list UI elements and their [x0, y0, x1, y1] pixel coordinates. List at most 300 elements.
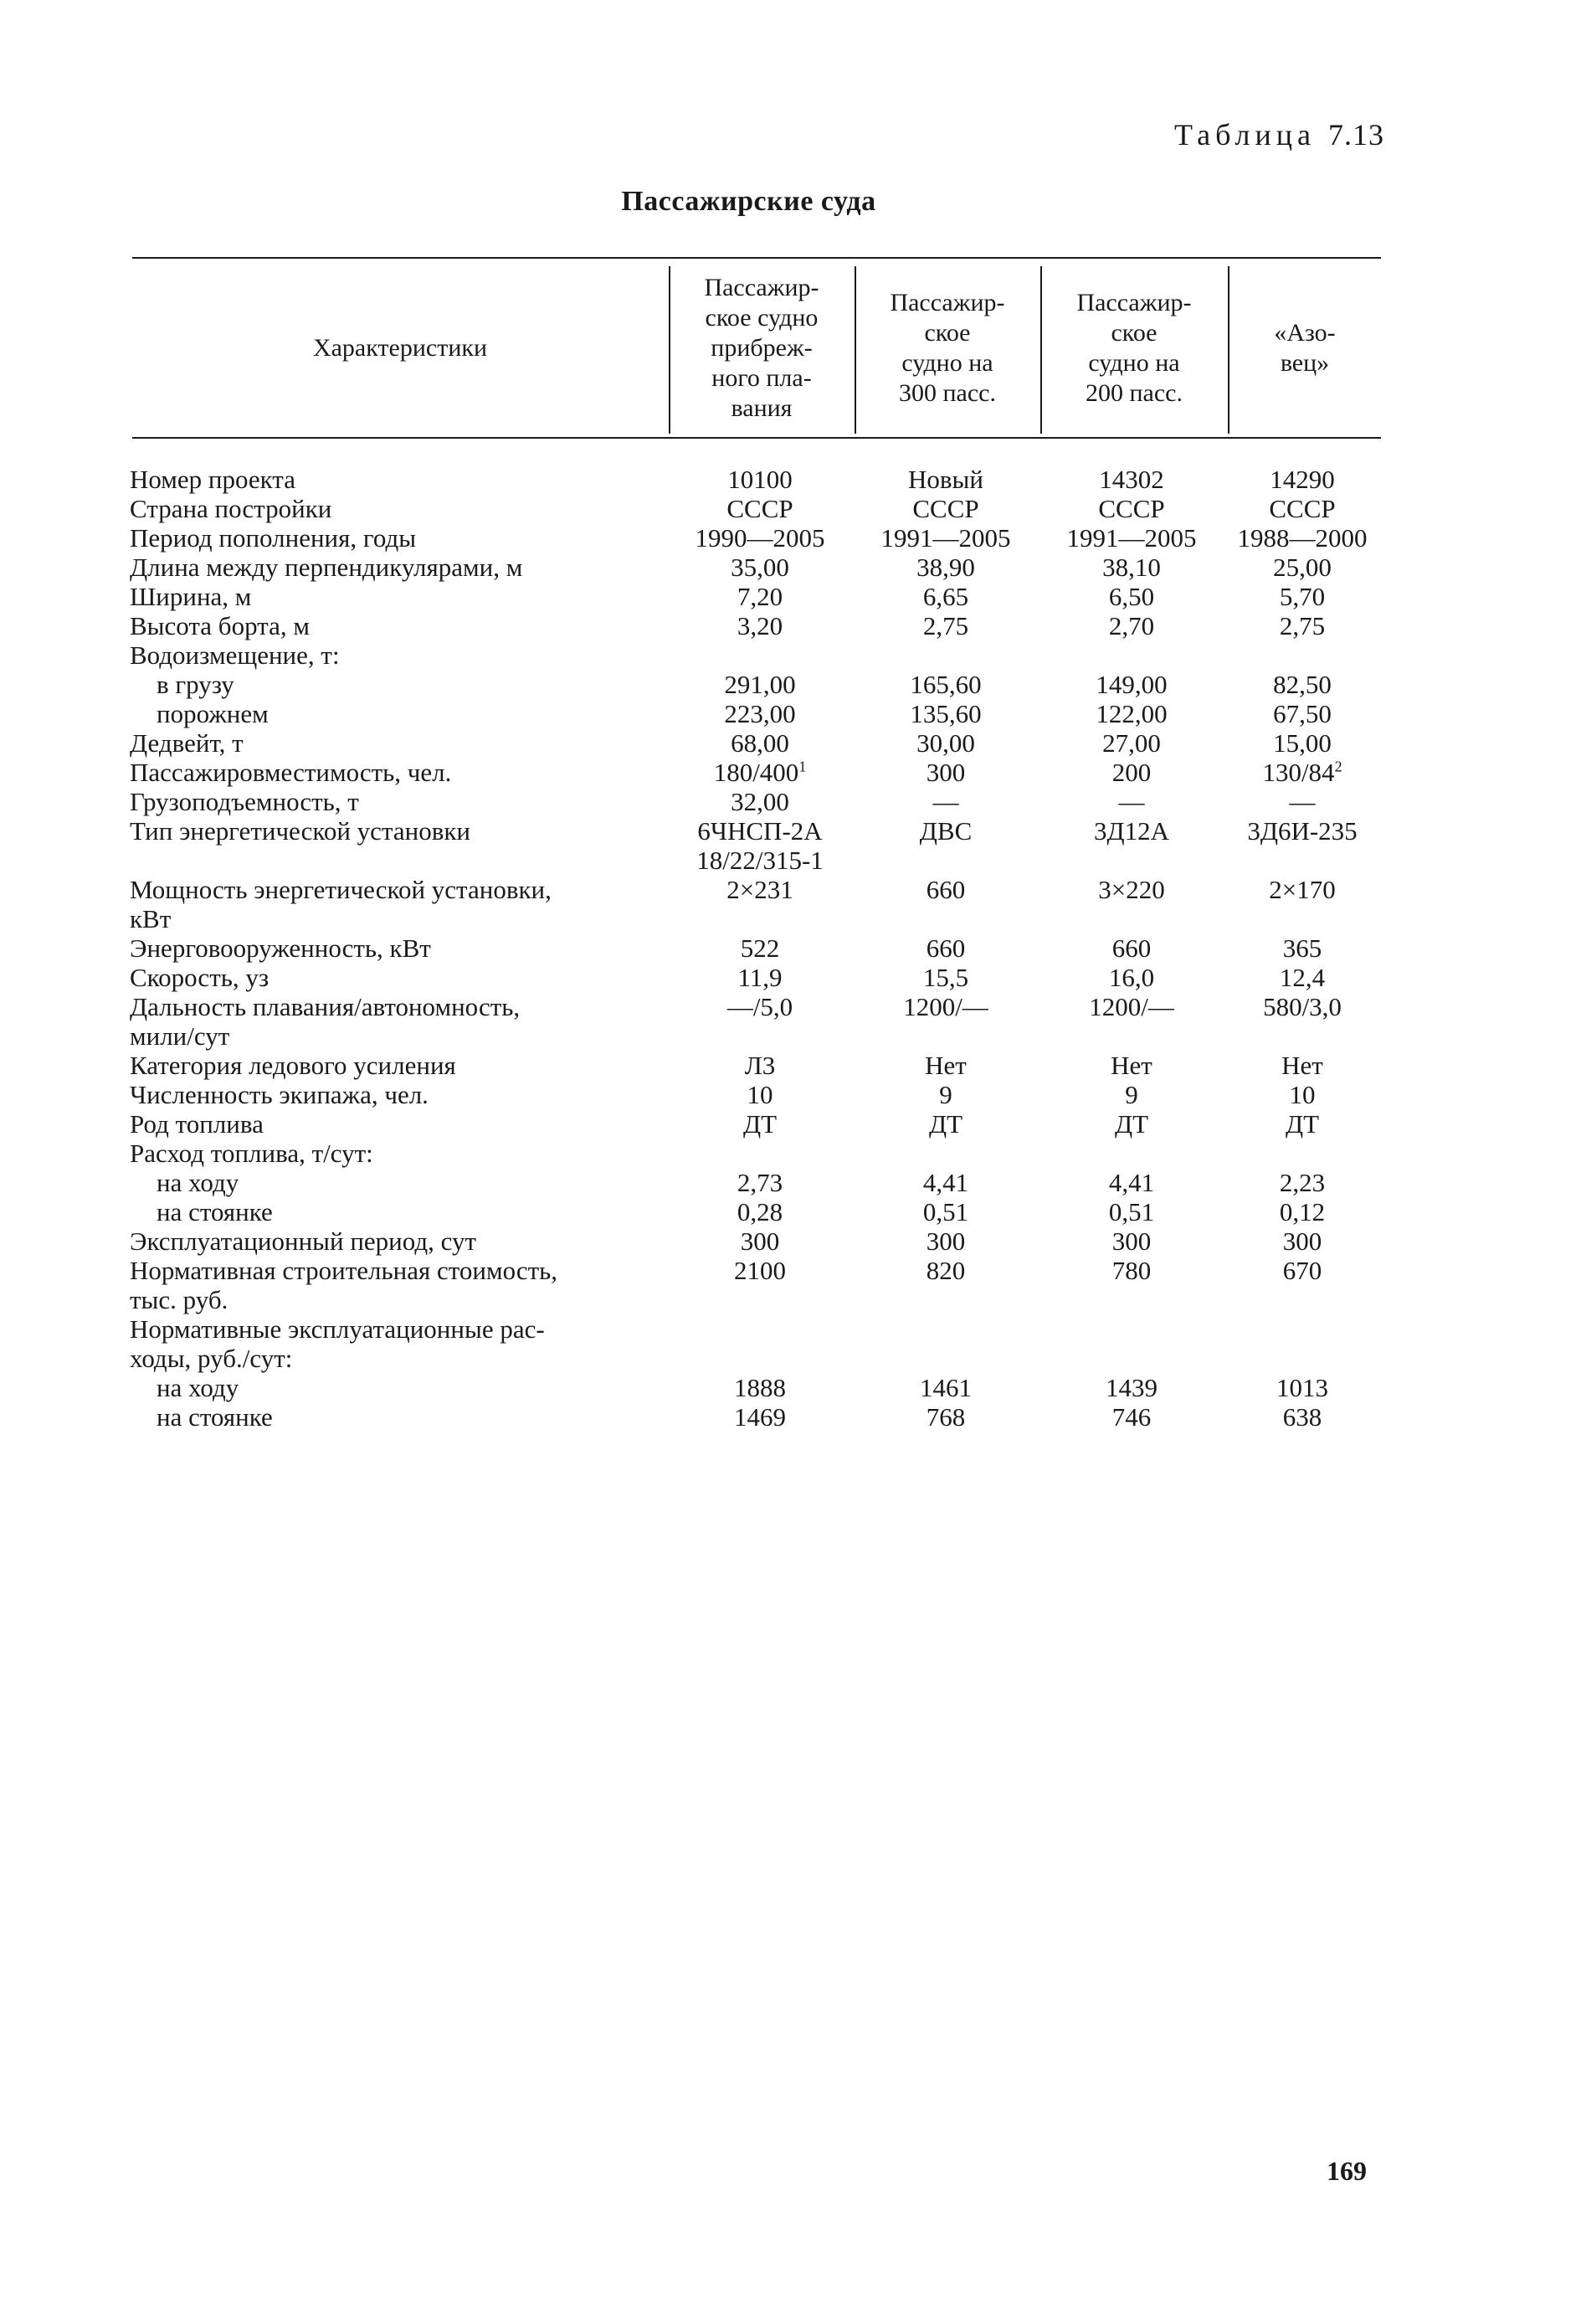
row-value-line: 1988—2000	[1237, 523, 1368, 553]
row-value-line: 3×220	[1098, 875, 1165, 904]
header-ship-300	[855, 260, 1039, 437]
row-value-line: 0,51	[1108, 1197, 1155, 1226]
row-value-line: ДТ	[1114, 1109, 1149, 1139]
row-value-line: 15,5	[922, 963, 969, 992]
row-label	[130, 1373, 665, 1402]
row-label	[130, 1080, 665, 1109]
row-value	[853, 1080, 1039, 1109]
row-value-line	[1224, 1314, 1380, 1344]
header-line: 200 пасс.	[1085, 379, 1183, 407]
row-label-line: Длина между перпендикулярами, м	[130, 553, 523, 582]
row-label	[130, 1197, 665, 1226]
row-value-line: 1469	[734, 1402, 786, 1432]
row-label-line: Энерговооруженность, кВт	[130, 933, 431, 963]
table-header-rule	[132, 437, 1381, 439]
row-value-line: —	[1118, 787, 1145, 816]
row-value-line: 2,73	[737, 1168, 783, 1197]
row-value	[1039, 699, 1224, 728]
row-value	[667, 699, 853, 728]
row-value-line: 768	[926, 1402, 966, 1432]
table-number-label: Таблица	[1174, 118, 1316, 152]
footnote-mark: 1	[798, 758, 807, 775]
header-ship-200	[1041, 260, 1227, 437]
row-value	[1224, 1139, 1380, 1168]
row-value	[1039, 553, 1224, 582]
row-value-line: 1439	[1106, 1373, 1158, 1402]
row-value	[1039, 1402, 1224, 1432]
row-label	[130, 963, 665, 992]
row-value	[853, 1051, 1039, 1080]
table-row	[0, 494, 1581, 523]
row-value	[1039, 875, 1224, 933]
row-label	[130, 553, 665, 582]
row-value	[667, 933, 853, 963]
header-line: прибреж-	[711, 334, 813, 362]
row-value-line: 200	[1111, 758, 1152, 787]
row-value-line: 522	[740, 933, 780, 963]
row-value-line: 14302	[1099, 465, 1164, 494]
row-value-line: 300	[926, 1226, 966, 1256]
table-row	[0, 523, 1581, 553]
row-value	[667, 1226, 853, 1256]
row-value	[1224, 933, 1380, 963]
row-value	[853, 582, 1039, 611]
table-row	[0, 933, 1581, 963]
row-value	[667, 816, 853, 875]
row-label	[130, 640, 665, 670]
row-label-line: Категория ледового усиления	[130, 1051, 456, 1080]
row-value-line	[853, 1139, 1039, 1168]
row-value-line: 6ЧНСП-2А	[697, 816, 823, 846]
row-value-line	[667, 1139, 853, 1168]
row-value-line: Л3	[744, 1051, 776, 1080]
table-row	[0, 640, 1581, 670]
row-value-line: 2,75	[922, 611, 969, 640]
row-value	[1039, 582, 1224, 611]
row-value	[1224, 728, 1380, 758]
row-value	[667, 728, 853, 758]
row-value-line: ДТ	[1285, 1109, 1320, 1139]
row-value-line: 0,28	[737, 1197, 783, 1226]
header-line: Характеристики	[312, 334, 488, 362]
row-label-line: Расход топлива, т/сут:	[130, 1139, 373, 1168]
row-label	[130, 1314, 665, 1373]
row-value-line: 16,0	[1108, 963, 1155, 992]
row-label-line: мили/сут	[130, 1021, 230, 1051]
row-value-line: 32,00	[731, 787, 789, 816]
row-label-line: тыс. руб.	[130, 1285, 228, 1314]
table-number	[1174, 117, 1384, 152]
row-value-line: 14290	[1270, 465, 1335, 494]
row-label-line: Период пополнения, годы	[130, 523, 417, 553]
row-label-line: Род топлива	[130, 1109, 264, 1139]
table-row	[0, 1139, 1581, 1168]
row-value-line: 1200/—	[903, 992, 988, 1021]
row-value-line: 365	[1282, 933, 1322, 963]
table-row	[0, 1373, 1581, 1402]
row-label	[130, 816, 665, 875]
row-value	[853, 640, 1039, 670]
row-label-line: Водоизмещение, т:	[130, 640, 340, 670]
table-header	[0, 260, 1581, 437]
row-value-line: 3Д12А	[1093, 816, 1170, 846]
table-row	[0, 611, 1581, 640]
row-value-line: 300	[740, 1226, 780, 1256]
row-value-line: ДТ	[928, 1109, 963, 1139]
row-value-line: 780	[1111, 1256, 1152, 1285]
row-value-line: 670	[1282, 1256, 1322, 1285]
row-value	[1224, 787, 1380, 816]
row-value	[667, 787, 853, 816]
table-row	[0, 1256, 1581, 1314]
row-value	[1039, 465, 1224, 494]
row-label	[130, 1168, 665, 1197]
header-line: «Азо-	[1274, 319, 1336, 347]
row-value	[667, 670, 853, 699]
row-value	[1039, 1373, 1224, 1402]
row-value	[853, 787, 1039, 816]
row-value	[1039, 611, 1224, 640]
table-row	[0, 553, 1581, 582]
row-value	[1039, 1226, 1224, 1256]
row-label-line: Численность экипажа, чел.	[130, 1080, 429, 1109]
row-label	[130, 1402, 665, 1432]
table-row	[0, 875, 1581, 933]
row-value-line: 1461	[920, 1373, 972, 1402]
row-label	[130, 494, 665, 523]
row-value-line: —	[932, 787, 959, 816]
header-line: судно на	[901, 349, 993, 377]
table-row	[0, 1109, 1581, 1139]
row-value-line: 2,75	[1279, 611, 1326, 640]
row-value-line: 10	[1289, 1080, 1316, 1109]
row-label-line: Дальность плавания/автономность,	[130, 992, 521, 1021]
row-value	[1224, 465, 1380, 494]
table-row	[0, 582, 1581, 611]
row-value-line: 820	[926, 1256, 966, 1285]
row-value-line: 1991—2005	[880, 523, 1011, 553]
row-value-line: 3,20	[737, 611, 783, 640]
header-line: Пассажир-	[704, 274, 819, 301]
row-value-line: 2×231	[726, 875, 793, 904]
row-label-line: Скорость, уз	[130, 963, 269, 992]
row-value-line: 1991—2005	[1066, 523, 1197, 553]
row-value-line	[1039, 1314, 1224, 1344]
row-value-line: 9	[1125, 1080, 1138, 1109]
row-value	[667, 553, 853, 582]
row-value	[853, 963, 1039, 992]
row-value	[1039, 1109, 1224, 1139]
row-value-line: Новый	[908, 465, 983, 494]
row-value-line: 35,00	[731, 553, 789, 582]
row-value	[1224, 1168, 1380, 1197]
row-value	[1224, 523, 1380, 553]
row-value	[853, 758, 1039, 787]
row-label-line: Дедвейт, т	[130, 728, 244, 758]
row-value	[853, 1109, 1039, 1139]
table-row	[0, 465, 1581, 494]
row-value	[1039, 1197, 1224, 1226]
row-value-line: 291,00	[724, 670, 796, 699]
row-value	[1039, 992, 1224, 1051]
row-value	[853, 523, 1039, 553]
row-value	[667, 1109, 853, 1139]
row-value-line: 9	[939, 1080, 952, 1109]
row-value-line: СССР	[912, 494, 979, 523]
row-value-line	[853, 640, 1039, 670]
row-value	[1039, 1080, 1224, 1109]
table-row	[0, 1051, 1581, 1080]
row-value-line: 25,00	[1273, 553, 1332, 582]
row-value-line: 27,00	[1102, 728, 1161, 758]
row-value-line: 1990—2005	[695, 523, 825, 553]
table-row	[0, 963, 1581, 992]
row-value-line: 580/3,0	[1263, 992, 1342, 1021]
row-value	[667, 1051, 853, 1080]
row-label-line: ходы, руб./сут:	[130, 1344, 293, 1373]
row-label-line: на стоянке	[157, 1402, 273, 1432]
row-value-line: СССР	[726, 494, 793, 523]
row-value-line: 10100	[727, 465, 793, 494]
table-number-value: 7.13	[1328, 118, 1384, 152]
row-value	[1039, 963, 1224, 992]
row-value	[853, 465, 1039, 494]
row-label	[130, 611, 665, 640]
row-value	[667, 1314, 853, 1373]
row-value-line: Нет	[1281, 1051, 1323, 1080]
row-label	[130, 523, 665, 553]
row-value	[1224, 670, 1380, 699]
table-row	[0, 1402, 1581, 1432]
row-value-line: 68,00	[731, 728, 789, 758]
row-value-line	[667, 1314, 853, 1344]
row-value	[1224, 1256, 1380, 1314]
row-value	[1039, 1168, 1224, 1197]
row-label	[130, 728, 665, 758]
row-label-line: в грузу	[157, 670, 234, 699]
row-value-line: 12,4	[1279, 963, 1326, 992]
row-value-line: 38,10	[1102, 553, 1161, 582]
row-value	[853, 1402, 1039, 1432]
row-value	[1224, 1197, 1380, 1226]
row-label-line: Страна постройки	[130, 494, 332, 523]
row-label-line: кВт	[130, 904, 172, 933]
row-value-line: 149,00	[1096, 670, 1168, 699]
row-value	[1039, 1256, 1224, 1314]
row-value	[853, 670, 1039, 699]
row-value	[1224, 640, 1380, 670]
row-value	[667, 1373, 853, 1402]
row-value	[1224, 758, 1380, 787]
row-value	[1224, 963, 1380, 992]
header-line: ское	[1111, 319, 1158, 347]
row-label-line: Высота борта, м	[130, 611, 310, 640]
row-value-line: 30,00	[916, 728, 975, 758]
row-value	[853, 992, 1039, 1051]
row-label	[130, 1139, 665, 1168]
row-value-line: $130/84^2$	[1262, 758, 1342, 787]
row-label	[130, 933, 665, 963]
row-value	[1039, 523, 1224, 553]
table-row	[0, 1197, 1581, 1226]
row-value	[853, 553, 1039, 582]
row-value	[667, 758, 853, 787]
row-value	[1224, 553, 1380, 582]
row-value-line: 4,41	[922, 1168, 969, 1197]
header-line: Пассажир-	[1076, 289, 1192, 316]
row-value-line: 300	[1111, 1226, 1152, 1256]
row-value	[1039, 1051, 1224, 1080]
row-value-line	[1039, 1139, 1224, 1168]
row-value	[1039, 494, 1224, 523]
row-value-line: 4,41	[1108, 1168, 1155, 1197]
row-value	[1224, 992, 1380, 1051]
row-label-line: Грузоподъемность, т	[130, 787, 359, 816]
row-label	[130, 670, 665, 699]
header-line: ного пла-	[711, 364, 812, 392]
footnote-mark: 2	[1334, 758, 1342, 775]
row-value	[1039, 1314, 1224, 1373]
row-value	[1224, 699, 1380, 728]
header-line: ское судно	[705, 304, 819, 332]
header-line: вания	[731, 394, 793, 422]
row-value	[1224, 1051, 1380, 1080]
row-value-line: 11,9	[737, 963, 783, 992]
row-label	[130, 582, 665, 611]
header-line: вец»	[1280, 349, 1330, 377]
row-label-line: Пассажировместимость, чел.	[130, 758, 452, 787]
row-value-line: 660	[926, 875, 966, 904]
table-row	[0, 1168, 1581, 1197]
row-value-line: 2,70	[1108, 611, 1155, 640]
table-row	[0, 728, 1581, 758]
header-line: судно на	[1088, 349, 1180, 377]
row-label-line: Ширина, м	[130, 582, 252, 611]
row-value	[1039, 728, 1224, 758]
row-value	[1224, 875, 1380, 933]
row-value	[1224, 1373, 1380, 1402]
row-value	[853, 494, 1039, 523]
row-value-line: 7,20	[737, 582, 783, 611]
row-value	[1039, 787, 1224, 816]
row-value-line: 638	[1282, 1402, 1322, 1432]
row-value	[667, 1402, 853, 1432]
table-row	[0, 670, 1581, 699]
row-value	[853, 875, 1039, 933]
row-value	[1039, 670, 1224, 699]
row-label-line: Нормативная строительная стоимость,	[130, 1256, 558, 1285]
row-value-line: —/5,0	[726, 992, 793, 1021]
row-value-line	[1224, 640, 1380, 670]
row-value-line: 2,23	[1279, 1168, 1326, 1197]
row-value-line: 122,00	[1096, 699, 1168, 728]
row-value	[667, 1256, 853, 1314]
row-value-line: Нет	[1111, 1051, 1152, 1080]
row-value-line: 6,50	[1108, 582, 1155, 611]
row-label-line: Мощность энергетической установки,	[130, 875, 552, 904]
table-row	[0, 1226, 1581, 1256]
row-value-line: 300	[926, 758, 966, 787]
row-value-line: 2×170	[1269, 875, 1336, 904]
table-row	[0, 758, 1581, 787]
row-value	[853, 699, 1039, 728]
row-value-line	[667, 640, 853, 670]
row-value	[1039, 1139, 1224, 1168]
row-label	[130, 992, 665, 1051]
table-row	[0, 787, 1581, 816]
row-value-line: 135,60	[910, 699, 982, 728]
table-row	[0, 1314, 1581, 1373]
row-value-line: 18/22/315-1	[696, 846, 824, 875]
row-value	[667, 992, 853, 1051]
row-value	[667, 523, 853, 553]
row-value-line: ДТ	[742, 1109, 778, 1139]
row-value-line: 1200/—	[1089, 992, 1174, 1021]
row-value	[667, 465, 853, 494]
row-value	[1224, 1080, 1380, 1109]
row-label-line: Нормативные эксплуатационные рас-	[130, 1314, 545, 1344]
row-value-line: Нет	[925, 1051, 967, 1080]
row-value-line: 6,65	[922, 582, 969, 611]
row-value-line: 0,51	[922, 1197, 969, 1226]
row-value-line: 2100	[734, 1256, 786, 1285]
row-value	[853, 728, 1039, 758]
row-label	[130, 1051, 665, 1080]
row-label	[130, 699, 665, 728]
row-value-line: $180/400^1$	[713, 758, 807, 787]
row-label-line: Тип энергетической установки	[130, 816, 470, 846]
header-characteristics	[132, 260, 668, 437]
header-azovets	[1229, 260, 1381, 437]
row-value	[853, 1197, 1039, 1226]
table-title: Пассажирские суда	[621, 186, 876, 217]
page-number: 169	[1327, 2156, 1367, 2186]
row-value-line: 67,50	[1273, 699, 1332, 728]
row-value-line: 38,90	[916, 553, 975, 582]
row-value	[667, 1197, 853, 1226]
row-value-line: —	[1289, 787, 1316, 816]
row-value	[1039, 640, 1224, 670]
row-label	[130, 1256, 665, 1314]
row-value-line: СССР	[1098, 494, 1165, 523]
row-value-line: 660	[1111, 933, 1152, 963]
row-value-line: 300	[1282, 1226, 1322, 1256]
row-value	[667, 1168, 853, 1197]
table-row	[0, 992, 1581, 1051]
row-value	[667, 963, 853, 992]
row-value	[853, 1139, 1039, 1168]
row-label	[130, 1226, 665, 1256]
row-label-line: порожнем	[157, 699, 269, 728]
row-value	[853, 611, 1039, 640]
row-label	[130, 1109, 665, 1139]
row-value	[1224, 611, 1380, 640]
header-line: Пассажир-	[890, 289, 1005, 316]
row-value-line: 82,50	[1273, 670, 1332, 699]
row-value-line: 0,12	[1279, 1197, 1326, 1226]
row-value	[667, 582, 853, 611]
row-value-line	[853, 1314, 1039, 1344]
row-value	[1224, 1109, 1380, 1139]
row-value	[1224, 582, 1380, 611]
row-value-line: 1013	[1276, 1373, 1328, 1402]
row-value-line: 165,60	[910, 670, 982, 699]
row-value	[667, 640, 853, 670]
row-value	[667, 611, 853, 640]
row-label	[130, 787, 665, 816]
table-row	[0, 816, 1581, 875]
row-value	[853, 1226, 1039, 1256]
